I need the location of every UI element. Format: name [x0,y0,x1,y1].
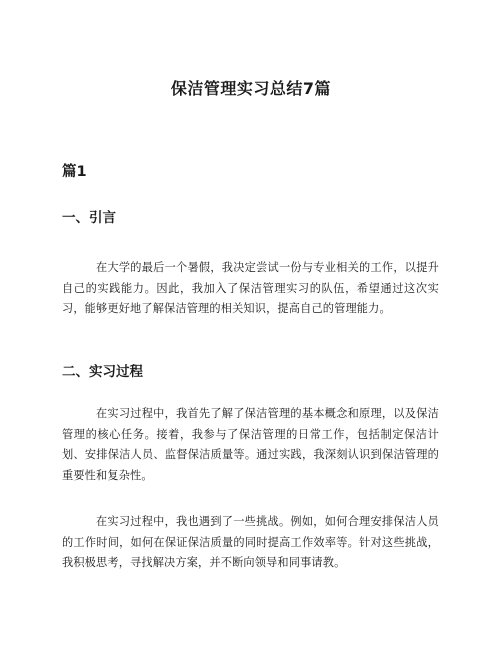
heading-internship-process: 二、实习过程 [62,364,143,380]
heading-introduction: 一、引言 [62,210,116,226]
document-title: 保洁管理实习总结7篇 [170,79,332,98]
paragraph-introduction: 在大学的最后一个暑假，我决定尝试一份与专业相关的工作，以提升自己的实践能力。因此，我加入了保洁管理实习的队伍，希望通过这次实习，能够更好地了解保洁管理的相关知识，提高自己的管理能力。 [62,261,439,315]
paragraph-process-1: 在实习过程中，我首先了解了保洁管理的基本概念和原理，以及保洁管理的核心任务。接着，我参与了保洁管理的日常工作，包括制定保洁计划、安排保洁人员、监督保洁质量等。通过实践，我深刻认识到保洁管理的重要性和复杂性。 [62,407,439,482]
section-label: 篇1 [62,164,87,180]
paragraph-process-2: 在实习过程中，我也遇到了一些挑战。例如，如何合理安排保洁人员的工作时间，如何在保证保洁质量的同时提高工作效率等。针对这些挑战，我积极思考，寻找解决方案，并不断向领导和同事请教。 [62,515,439,569]
